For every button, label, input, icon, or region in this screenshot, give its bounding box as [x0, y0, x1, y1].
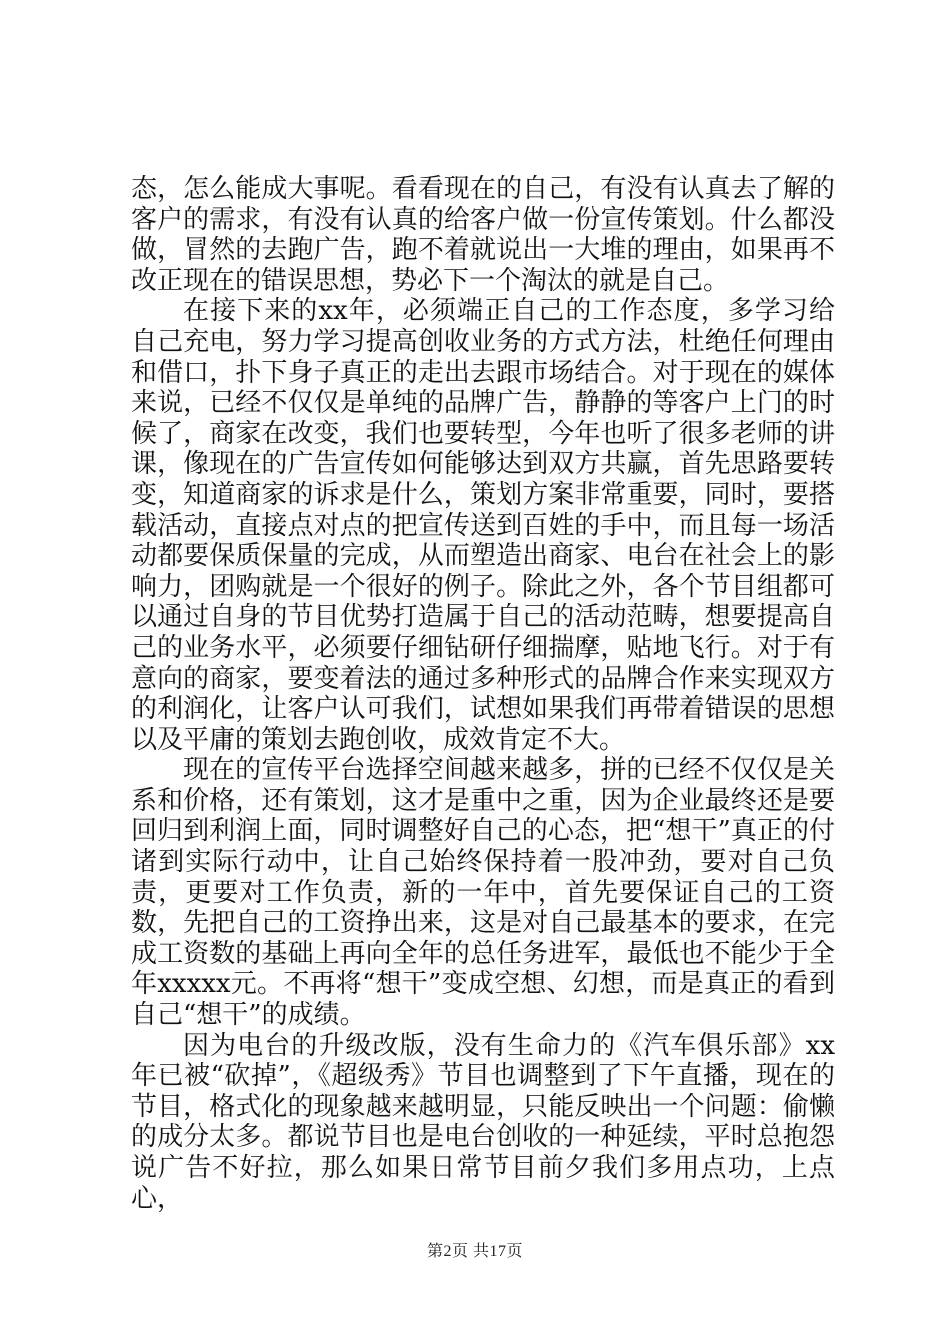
paragraph-3: 现在的宣传平台选择空间越来越多，拼的已经不仅仅是关系和价格，还有策划，这才是重中之重，因为企业最终还是要回归到利润上面，同时调整好自己的心态，把“想干”真正的付诸到实际行动中，让自己始终保持着一股冲劲，要对自己负责，更要对工作负责，新的一年中，首先要保证自己的工资数，先把自己的工资挣出来，这是对自己最基本的要求，在完成工资数的基础上再向全年的总任务进军，最低也不能少于全年xxxxx元。不再将“想干”变成空想、幻想，而是真正的看到自己“想干”的成绩。	[131, 755, 835, 1031]
paragraph-4: 因为电台的升级改版，没有生命力的《汽车俱乐部》xx年已被“砍掉”，《超级秀》节目也调整到了下午直播，现在的节目，格式化的现象越来越明显，只能反映出一个问题：偷懒的成分太多。都说节目也是电台创收的一种延续，平时总抱怨说广告不好拉，那么如果日常节目前夕我们多用点功，上点心，	[131, 1030, 835, 1214]
paragraph-1: 态，怎么能成大事呢。看看现在的自己，有没有认真去了解的客户的需求，有没有认真的给客户做一份宣传策划。什么都没做，冒然的去跑广告，跑不着就说出一大堆的理由，如果再不改正现在的错误思想，势必下一个淘汰的就是自己。	[131, 174, 835, 296]
paragraph-2: 在接下来的xx年，必须端正自己的工作态度，多学习给自己充电，努力学习提高创收业务的方式方法，杜绝任何理由和借口，扑下身子真正的走出去跟市场结合。对于现在的媒体来说，已经不仅仅是单纯的品牌广告，静静的等客户上门的时候了，商家在改变，我们也要转型，今年也听了很多老师的讲课，像现在的广告宣传如何能够达到双方共赢，首先思路要转变，知道商家的诉求是什么，策划方案非常重要，同时，要搭载活动，直接点对点的把宣传送到百姓的手中，而且每一场活动都要保质保量的完成，从而塑造出商家、电台在社会上的影响力，团购就是一个很好的例子。除此之外，各个节目组都可以通过自身的节目优势打造属于自己的活动范畴，想要提高自己的业务水平，必须要仔细钻研仔细揣摩，贴地飞行。对于有意向的商家，要变着法的通过多种形式的品牌合作来实现双方的利润化，让客户认可我们，试想如果我们再带着错误的思想以及平庸的策划去跑创收，成效肯定不大。	[131, 296, 835, 755]
document-body	[131, 174, 835, 1214]
page-number-footer: 第2页 共17页	[426, 1243, 523, 1260]
